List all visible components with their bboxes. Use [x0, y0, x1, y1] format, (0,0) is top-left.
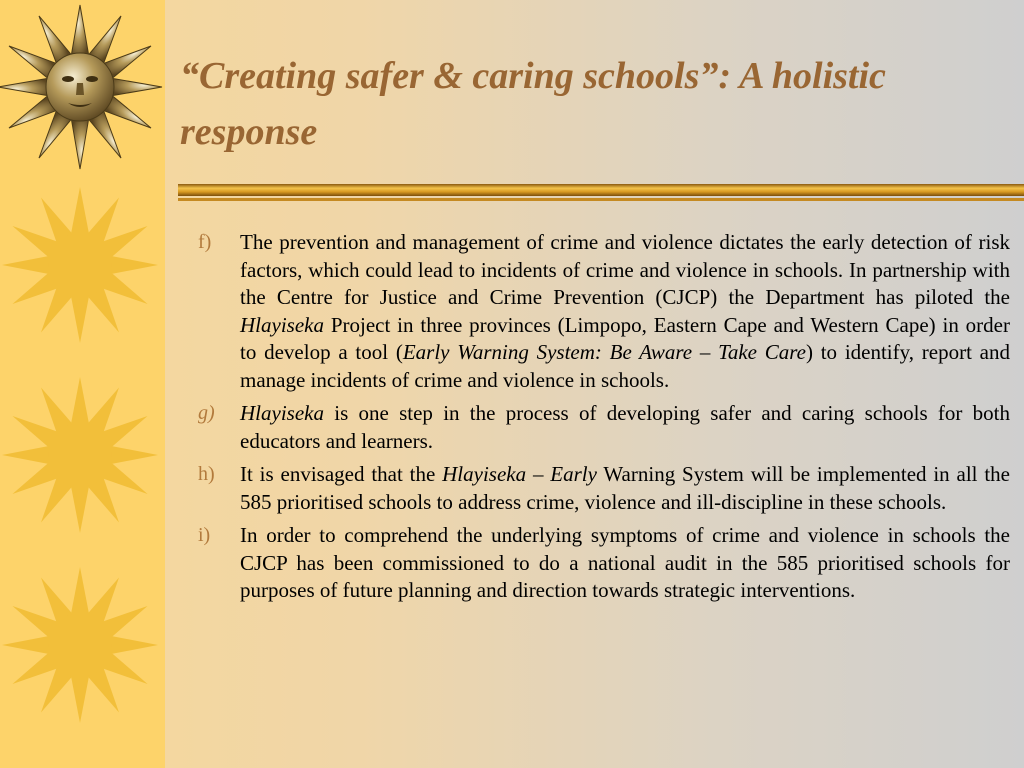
list-marker: g) [198, 402, 215, 424]
list-marker: h) [198, 463, 215, 485]
item-text: Hlayiseka is one step in the process of developing safer and caring schools for both educators and learners. [240, 401, 1010, 453]
list-marker: f) [198, 231, 212, 253]
list-marker: i) [198, 524, 211, 546]
list-item [198, 229, 1010, 394]
sun-icon [0, 560, 165, 730]
item-text: In order to comprehend the underlying symptoms of crime and violence in schools the CJCP has been commissioned to do a national audit in the 585 prioritised schools for purposes of future planning and direction towards strategic interventions. [240, 523, 1010, 602]
sun-icon [0, 370, 165, 540]
item-text: The prevention and management of crime and violence dictates the early detection of risk factors, which could lead to incidents of crime and violence in schools. In partnership with the Centre for Justice and Crime Prevention (CJCP) the Department has piloted the Hlayiseka Project in three provinces (Limpopo, Eastern Cape and Western Cape) in order to develop a tool (Early Warning System: Be Aware – Take Care) to identify, report and manage incidents of crime and violence in schools. [240, 230, 1010, 392]
slide-title: “Creating safer & caring schools”: A holistic response [180, 55, 886, 153]
sun-icon [0, 180, 165, 350]
metal-sun-face-icon [0, 2, 165, 172]
decorative-sidebar [0, 0, 165, 768]
item-text: It is envisaged that the Hlayiseka – Early Warning System will be implemented in all the 585 prioritised schools to address crime, violence and ill-discipline in these schools. [240, 462, 1011, 514]
list-item [198, 522, 1010, 605]
list-item [198, 400, 1010, 455]
title-divider [178, 182, 1024, 202]
bullet-list [198, 229, 1010, 611]
list-item [198, 461, 1010, 516]
